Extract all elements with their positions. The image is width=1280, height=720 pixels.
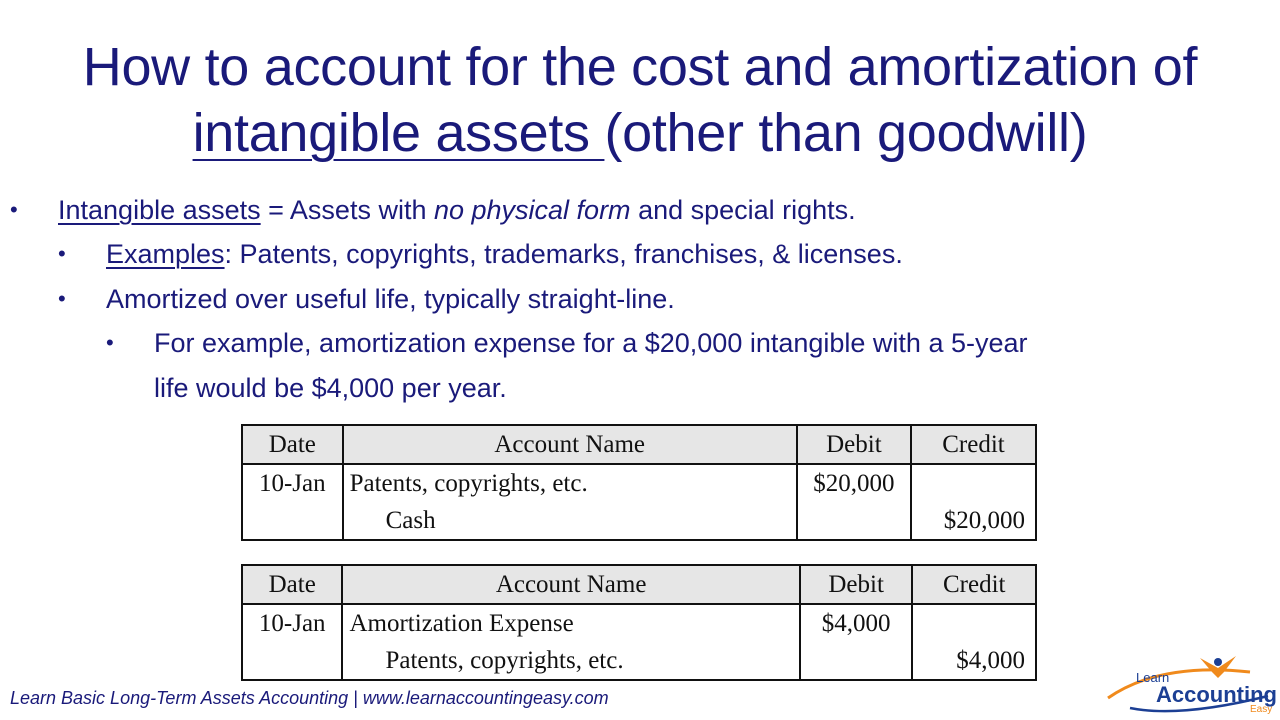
header-date: Date [242, 565, 342, 604]
header-debit: Debit [797, 425, 911, 464]
bullet-dot: • [10, 197, 18, 222]
bullet-text: : Patents, copyrights, trademarks, franchises, & licenses. [224, 239, 903, 269]
person-icon [1214, 658, 1222, 666]
bullet-text: = Assets with [260, 195, 434, 225]
emphasis-text: no physical form [433, 195, 631, 225]
cell-account: Patents, copyrights, etc. [342, 642, 799, 680]
title-rest: (other than goodwill) [604, 103, 1088, 163]
bullet-text: and special rights. [630, 195, 856, 225]
cell-debit [800, 642, 913, 680]
bullet-example-line2: life would be $4,000 per year. [154, 373, 507, 403]
header-credit: Credit [911, 425, 1036, 464]
table-header-row [242, 565, 1036, 604]
header-credit: Credit [912, 565, 1036, 604]
cell-date [242, 502, 343, 540]
cell-debit: $4,000 [800, 604, 913, 642]
slide-title [0, 34, 1280, 166]
cell-date: 10-Jan [242, 464, 343, 502]
cell-account: Patents, copyrights, etc. [343, 464, 797, 502]
cell-date: 10-Jan [242, 604, 342, 642]
cell-account: Amortization Expense [342, 604, 799, 642]
bullet-example-line1: For example, amortization expense for a $20,000 intangible with a 5-year [154, 328, 1028, 358]
table-row [242, 502, 1036, 540]
footer-text: Learn Basic Long-Term Assets Accounting | www.learnaccountingeasy.com [10, 688, 609, 708]
learn-accounting-easy-logo [1100, 652, 1280, 718]
term-examples: Examples [106, 239, 225, 269]
header-debit: Debit [800, 565, 913, 604]
bullet-dot: • [58, 286, 66, 311]
table-row [242, 464, 1036, 502]
bullet-amortized: Amortized over useful life, typically straight-line. [106, 284, 675, 314]
bullet-intangible-assets [58, 192, 856, 228]
title-line-1: How to account for the cost and amortization of [82, 37, 1198, 97]
cell-debit [797, 502, 911, 540]
journal-entry-table-amortization [241, 564, 1037, 681]
cell-credit [912, 604, 1036, 642]
cell-credit: $4,000 [912, 642, 1036, 680]
cell-credit [911, 464, 1036, 502]
logo-word-easy: Easy [1250, 704, 1273, 715]
cell-account: Cash [343, 502, 797, 540]
bullet-dot: • [58, 241, 66, 266]
header-account-name: Account Name [342, 565, 799, 604]
title-line-2 [0, 100, 1280, 166]
bullet-dot: • [106, 330, 114, 355]
cell-credit: $20,000 [911, 502, 1036, 540]
table-header-row [242, 425, 1036, 464]
journal-entry-table-purchase [241, 424, 1037, 541]
bullet-examples [106, 236, 903, 272]
term-intangible-assets: Intangible assets [58, 195, 261, 225]
cell-date [242, 642, 342, 680]
header-account-name: Account Name [343, 425, 797, 464]
table-row [242, 604, 1036, 642]
cell-debit: $20,000 [797, 464, 911, 502]
title-underlined-term: intangible assets [192, 103, 605, 163]
logo-word-accounting: Accounting [1156, 682, 1277, 707]
logo-word-learn: Learn [1136, 670, 1170, 685]
header-date: Date [242, 425, 343, 464]
table-row [242, 642, 1036, 680]
